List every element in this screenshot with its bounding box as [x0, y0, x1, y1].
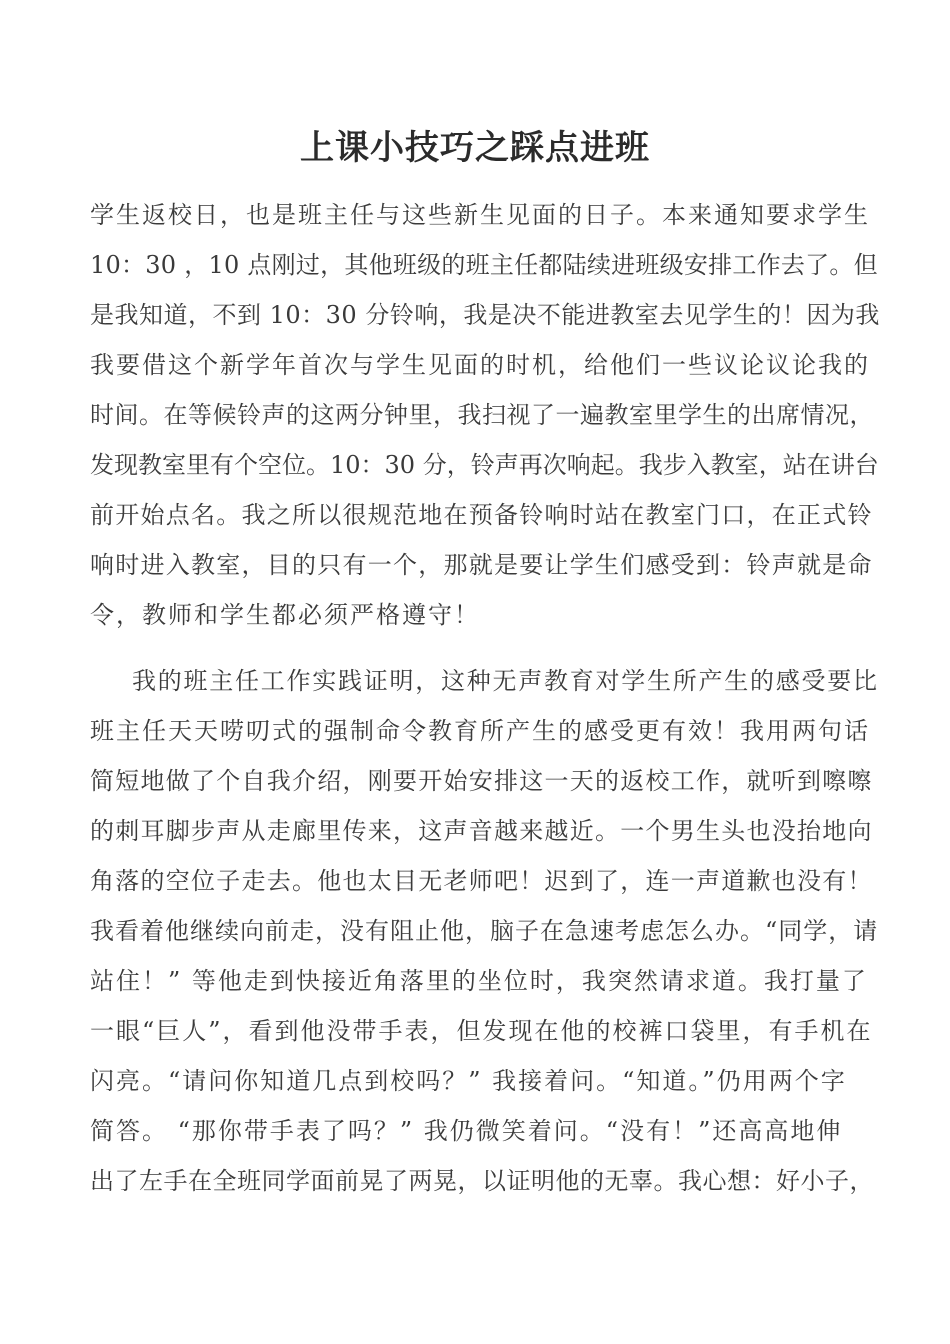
- paragraph-2-line-5: 角落的空位子走去。他也太目无老师吧！迟到了，连一声道歉也没有！: [90, 867, 873, 895]
- paragraph-2-line-8: 一眼“巨人”，看到他没带手表，但发现在他的校裤口袋里，有手机在: [90, 1017, 873, 1045]
- paragraph-2-line-1: 我的班主任工作实践证明，这种无声教育对学生所产生的感受要比: [132, 667, 879, 695]
- paragraph-1-line-1: 学生返校日，也是班主任与这些新生见面的日子。本来通知要求学生: [90, 201, 870, 229]
- paragraph-1-line-4: 我要借这个新学年首次与学生见面的时机，给他们一些议论议论我的: [90, 351, 870, 379]
- paragraph-1-line-3: 是我知道，不到 10：30 分铃响，我是决不能进教室去见学生的！因为我: [90, 301, 880, 329]
- paragraph-1-line-8: 响时进入教室，目的只有一个，那就是要让学生们感受到：铃声就是命: [90, 551, 873, 579]
- paragraph-2-line-10: 简答。 “那你带手表了吗？” 我仍微笑着问。“没有！”还高高地伸: [90, 1117, 843, 1145]
- document-title: 上课小技巧之踩点进班: [300, 128, 650, 168]
- paragraph-1-line-7: 前开始点名。我之所以很规范地在预备铃响时站在教室门口，在正式铃: [90, 501, 873, 529]
- paragraph-1-line-6: 发现教室里有个空位。10：30 分，铃声再次响起。我步入教室，站在讲台: [90, 451, 879, 479]
- paragraph-2-line-4: 的刺耳脚步声从走廊里传来，这声音越来越近。一个男生头也没抬地向: [90, 817, 873, 845]
- paragraph-2-line-11: 出了左手在全班同学面前晃了两晃，以证明他的无辜。我心想：好小子，: [90, 1167, 874, 1195]
- paragraph-2-line-2: 班主任天天唠叨式的强制命令教育所产生的感受更有效！我用两句话: [90, 717, 870, 745]
- paragraph-2-line-7: 站住！” 等他走到快接近角落里的坐位时，我突然请求道。我打量了: [90, 967, 868, 995]
- paragraph-2-line-3: 简短地做了个自我介绍，刚要开始安排这一天的返校工作，就听到嚓嚓: [90, 767, 873, 795]
- paragraph-2-line-9: 闪亮。“请问你知道几点到校吗？” 我接着问。“知道。”仍用两个字: [90, 1067, 847, 1095]
- paragraph-1-line-5: 时间。在等候铃声的这两分钟里，我扫视了一遍教室里学生的出席情况，: [90, 401, 874, 429]
- paragraph-1-line-9: 令，教师和学生都必须严格遵守！: [90, 601, 480, 629]
- paragraph-2-line-6: 我看着他继续向前走，没有阻止他，脑子在急速考虑怎么办。“同学，请: [90, 917, 879, 945]
- paragraph-1-line-2: 10：30 ，10 点刚过，其他班级的班主任都陆续进班级安排工作去了。但: [90, 251, 878, 279]
